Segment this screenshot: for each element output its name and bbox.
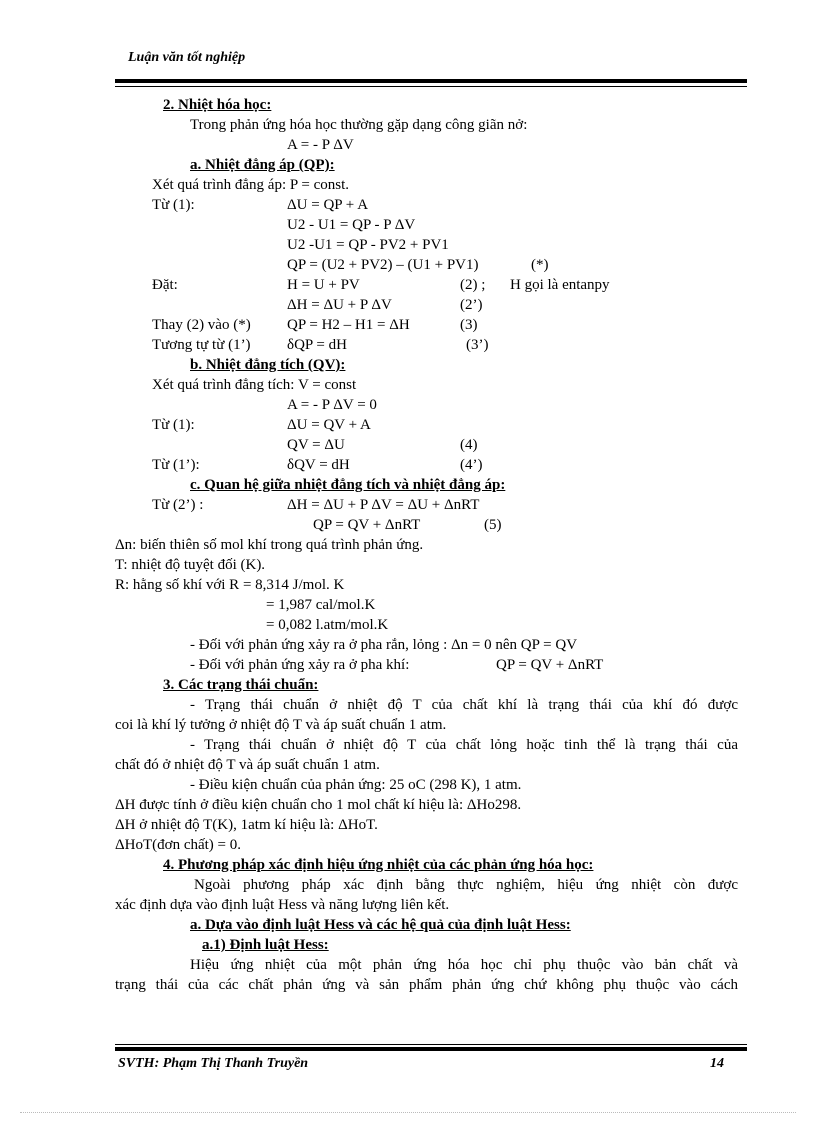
- s3-para-1a: - Trạng thái chuẩn ở nhiệt độ T của chất khí là trạng thái của khí đó được: [190, 697, 738, 713]
- sa-from-1: Từ (1):: [152, 197, 195, 213]
- header-rule-thin: [115, 86, 747, 87]
- dash-gas-eq: QP = QV + ΔnRT: [496, 657, 604, 673]
- sa-num-2: (2) ;: [460, 277, 486, 293]
- sa-eq-2: U2 - U1 = QP - P ΔV: [287, 217, 416, 233]
- sa-star: (*): [531, 257, 549, 273]
- s3-para-3: - Điều kiện chuẩn của phản ứng: 25 oC (298 K), 1 atm.: [190, 777, 522, 793]
- section-3-title: 3. Các trạng thái chuẩn:: [163, 677, 319, 693]
- s3-para-6: ΔHoT(đơn chất) = 0.: [115, 837, 242, 853]
- s2-equation: A = - P ΔV: [287, 137, 354, 153]
- sa-similarly: Tương tự từ (1’): [152, 337, 251, 353]
- footer-rule-thin: [115, 1044, 747, 1045]
- def-gas-constant-3: = 0,082 l.atm/mol.K: [266, 617, 389, 633]
- section-4a1-title: a.1) Định luật Hess:: [202, 937, 329, 953]
- sa-substitute: Thay (2) vào (*): [152, 317, 251, 333]
- s2-intro: Trong phản ứng hóa học thường gặp dạng công giãn nở:: [190, 117, 528, 133]
- s3-para-5: ΔH ở nhiệt độ T(K), 1atm kí hiệu là: ΔHoT.: [115, 817, 378, 833]
- sb-from-1p: Từ (1’):: [152, 457, 200, 473]
- sb-eq-4: δQV = dH: [287, 457, 350, 473]
- sc-from-2p: Từ (2’) :: [152, 497, 204, 513]
- section-a-title: a. Nhiệt đẳng áp (QP):: [190, 157, 335, 173]
- s4-para-1a: Ngoài phương pháp xác định bằng thực nghiệm, hiệu ứng nhiệt còn được: [194, 877, 738, 893]
- sa-eq-6: ΔH = ΔU + P ΔV: [287, 297, 392, 313]
- sa-set: Đặt:: [152, 277, 178, 293]
- dash-solid-liquid: - Đối với phản ứng xảy ra ở pha rắn, lỏng : Δn = 0 nên QP = QV: [190, 637, 578, 653]
- footer-author: SVTH: Phạm Thị Thanh Truyền: [118, 1056, 309, 1071]
- def-gas-constant-2: = 1,987 cal/mol.K: [266, 597, 376, 613]
- s3-para-2a: - Trạng thái chuẩn ở nhiệt độ T của chất lỏng hoặc tinh thể là trạng thái của: [190, 737, 738, 753]
- sb-eq-1: A = - P ΔV = 0: [287, 397, 377, 413]
- sb-eq-3: QV = ΔU: [287, 437, 345, 453]
- sa-num-3: (3): [460, 317, 478, 333]
- sa-eq-5: H = U + PV: [287, 277, 360, 293]
- sc-num-5: (5): [484, 517, 502, 533]
- dash-gas-phase: - Đối với phản ứng xảy ra ở pha khí:: [190, 657, 410, 673]
- sa-eq-4: QP = (U2 + PV2) – (U1 + PV1): [287, 257, 479, 273]
- sb-line-1: Xét quá trình đẳng tích: V = const: [152, 377, 357, 393]
- sa-eq-7: QP = H2 – H1 = ΔH: [287, 317, 410, 333]
- sa-num-3p: (3’): [466, 337, 489, 353]
- sb-from-1: Từ (1):: [152, 417, 195, 433]
- sa-eq-3: U2 -U1 = QP - PV2 + PV1: [287, 237, 449, 253]
- sa-num-2p: (2’): [460, 297, 483, 313]
- page-number: 14: [710, 1056, 724, 1071]
- sa-eq-8: δQP = dH: [287, 337, 347, 353]
- def-gas-constant: R: hằng số khí với R = 8,314 J/mol. K: [115, 577, 345, 593]
- section-4a-title: a. Dựa vào định luật Hess và các hệ quả của định luật Hess:: [190, 917, 571, 933]
- sa-line-1: Xét quá trình đẳng áp: P = const.: [152, 177, 350, 193]
- def-temperature: T: nhiệt độ tuyệt đối (K).: [115, 557, 266, 573]
- s3-para-1b: coi là khí lý tưởng ở nhiệt độ T và áp suất chuẩn 1 atm.: [115, 717, 447, 733]
- s4a1-para-1a: Hiệu ứng nhiệt của một phản ứng hóa học chỉ phụ thuộc vào bản chất và: [190, 957, 738, 973]
- sa-eq-1: ΔU = QP + A: [287, 197, 369, 213]
- footer-rule-thick: [115, 1047, 747, 1051]
- section-c-title: c. Quan hệ giữa nhiệt đẳng tích và nhiệt đẳng áp:: [190, 477, 506, 493]
- sc-eq-2: QP = QV + ΔnRT: [313, 517, 421, 533]
- header-rule-thick: [115, 79, 747, 83]
- s4-para-1b: xác định dựa vào định luật Hess và năng lượng liên kết.: [115, 897, 450, 913]
- def-delta-n: Δn: biến thiên số mol khí trong quá trình phản ứng.: [115, 537, 424, 553]
- sa-enthalpy-note: H gọi là entanpy: [510, 277, 610, 293]
- section-4-title: 4. Phương pháp xác định hiệu ứng nhiệt của các phản ứng hóa học:: [163, 857, 594, 873]
- s4a1-para-1b: trạng thái của các chất phản ứng và sản phẩm phản ứng chứ không phụ thuộc vào cách: [115, 977, 738, 993]
- section-2-title: 2. Nhiệt hóa học:: [163, 97, 272, 113]
- s3-para-2b: chất đó ở nhiệt độ T và áp suất chuẩn 1 atm.: [115, 757, 380, 773]
- sb-num-4p: (4’): [460, 457, 483, 473]
- section-b-title: b. Nhiệt đẳng tích (QV):: [190, 357, 346, 373]
- sb-eq-2: ΔU = QV + A: [287, 417, 371, 433]
- page-edge-dotted-line: [20, 1112, 796, 1113]
- header-title: Luận văn tốt nghiệp: [128, 50, 246, 65]
- sb-num-4: (4): [460, 437, 478, 453]
- s3-para-4: ΔH được tính ở điều kiện chuẩn cho 1 mol chất kí hiệu là: ΔHo298.: [115, 797, 522, 813]
- sc-eq-1: ΔH = ΔU + P ΔV = ΔU + ΔnRT: [287, 497, 480, 513]
